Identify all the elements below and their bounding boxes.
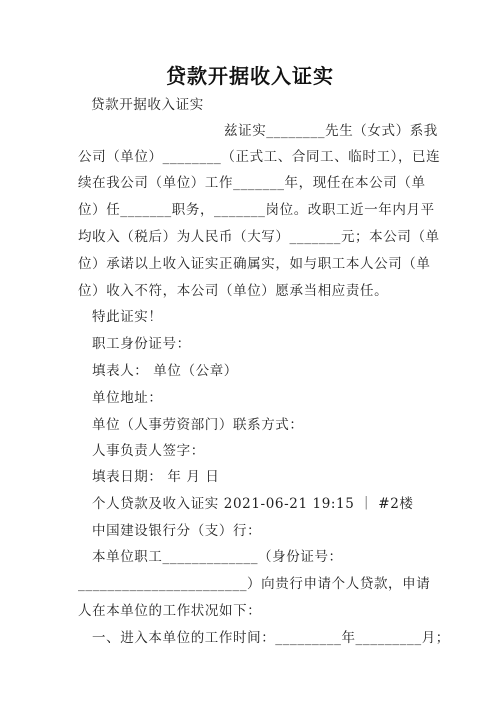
text-line: 位）收入不符，本公司（单位）愿承当相应责任。 xyxy=(78,283,389,299)
text-line: 单位地址： xyxy=(92,390,163,406)
text-line: 续在我公司（单位）工作_______年，现任在本公司（单 xyxy=(78,175,426,191)
text-line: 人在本单位的工作状况如下： xyxy=(78,603,262,619)
text-line: 个人贷款及收入证实 2021-06-21 19:15 ｜ #2楼 xyxy=(92,496,414,512)
text-line: 单位（人事劳资部门）联系方式： xyxy=(92,417,304,433)
text-line: 公司（单位）________（正式工、合同工、临时工），已连 xyxy=(78,149,441,165)
text-line: 填表日期： 年 月 日 xyxy=(92,469,220,485)
text-line: 本单位职工_____________（身份证号： xyxy=(92,549,343,565)
text-line: 均收入（税后）为人民币（大写）_______元；本公司（单 xyxy=(78,229,440,245)
text-line: 特此证实！ xyxy=(92,309,163,325)
text-line: 一、进入本单位的工作时间：_________年_________月； xyxy=(92,630,450,646)
document-title: 贷款开据收入证实 xyxy=(166,64,334,88)
text-line: 人事负责人签字： xyxy=(92,443,205,459)
text-line: 位）承诺以上收入证实正确属实，如与职工本人公司（单 xyxy=(78,256,431,272)
subtitle-line: 贷款开据收入证实 xyxy=(91,97,204,113)
text-line: 职工身份证号： xyxy=(92,336,191,352)
text-line: _______________________）向贵行申请个人贷款，申请 xyxy=(78,576,431,592)
text-line: 中国建设银行分（支）行： xyxy=(92,523,262,539)
text-line: 兹证实________先生（女式）系我 xyxy=(224,123,438,139)
text-line: 位）任_______职务，_______岗位。改职工近一年内月平 xyxy=(78,202,435,218)
text-line: 填表人： 单位（公章） xyxy=(92,363,238,379)
